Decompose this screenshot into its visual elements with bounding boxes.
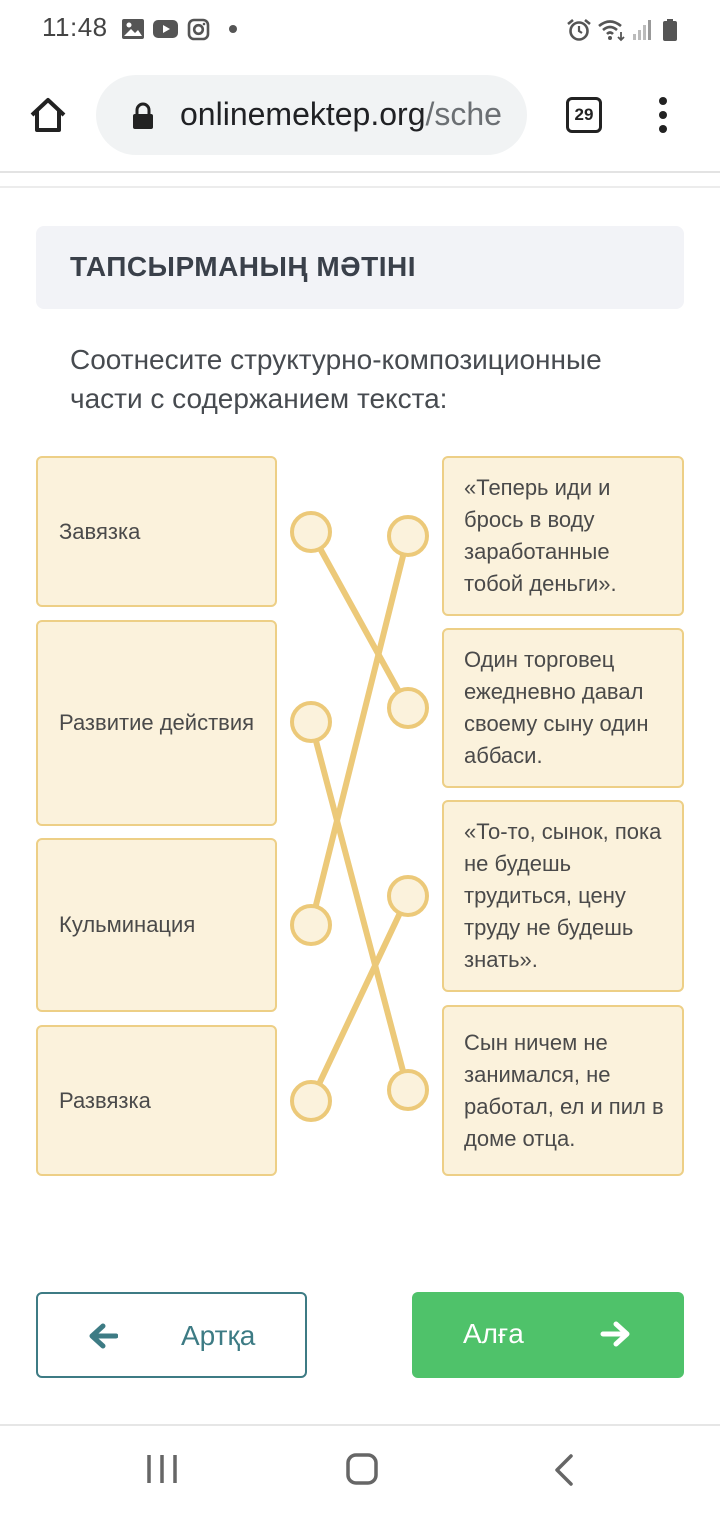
nav-bar-divider (0, 1424, 720, 1426)
arrow-left-icon (88, 1323, 118, 1349)
right-connector-dot-1[interactable] (389, 517, 427, 555)
connector-line-1 (311, 532, 408, 708)
next-button-label: Алға (463, 1318, 524, 1349)
right-card-label: «Теперь иди и брось в воду заработанные тобой деньги». (464, 475, 617, 596)
tabs-switcher-button[interactable]: 29 (566, 97, 602, 133)
right-connector-dot-2[interactable] (389, 689, 427, 727)
recent-apps-icon[interactable] (145, 1453, 179, 1485)
home-nav-icon[interactable] (345, 1452, 379, 1486)
right-connector-dot-3[interactable] (389, 877, 427, 915)
url-host: onlinemektep.org (180, 96, 426, 132)
url-path: /sche (425, 96, 502, 132)
right-card-label: «То-то, сынок, пока не будешь трудиться, цену труду не будешь знать». (464, 819, 662, 972)
right-card-label: Сын ничем не занимался, не работал, ел и пил в доме отца. (464, 1029, 664, 1151)
question-text: Соотнесите структурно-композиционные части с содержанием текста: (70, 344, 602, 414)
left-card-label: Развязка (59, 1087, 151, 1113)
left-card-label: Развитие действия (59, 710, 255, 735)
left-connector-dot-1[interactable] (292, 513, 330, 551)
task-title: ТАПСЫРМАНЫҢ МӘТІНІ (70, 251, 416, 282)
right-connector-dot-4[interactable] (389, 1071, 427, 1109)
next-button[interactable] (412, 1292, 684, 1378)
back-button-label: Артқа (181, 1320, 256, 1351)
left-connector-dot-3[interactable] (292, 906, 330, 944)
right-card-label: Один торговец ежедневно давал своему сыну один аббаси. (464, 647, 649, 768)
left-connector-dot-2[interactable] (292, 703, 330, 741)
clock: 11:48 (42, 12, 108, 42)
back-button[interactable] (36, 1292, 307, 1378)
arrow-right-icon (600, 1321, 632, 1347)
left-card-label: Завязка (59, 518, 141, 544)
back-nav-icon[interactable] (552, 1453, 576, 1487)
left-connector-dot-4[interactable] (292, 1082, 330, 1120)
left-card-label: Кульминация (59, 912, 196, 937)
